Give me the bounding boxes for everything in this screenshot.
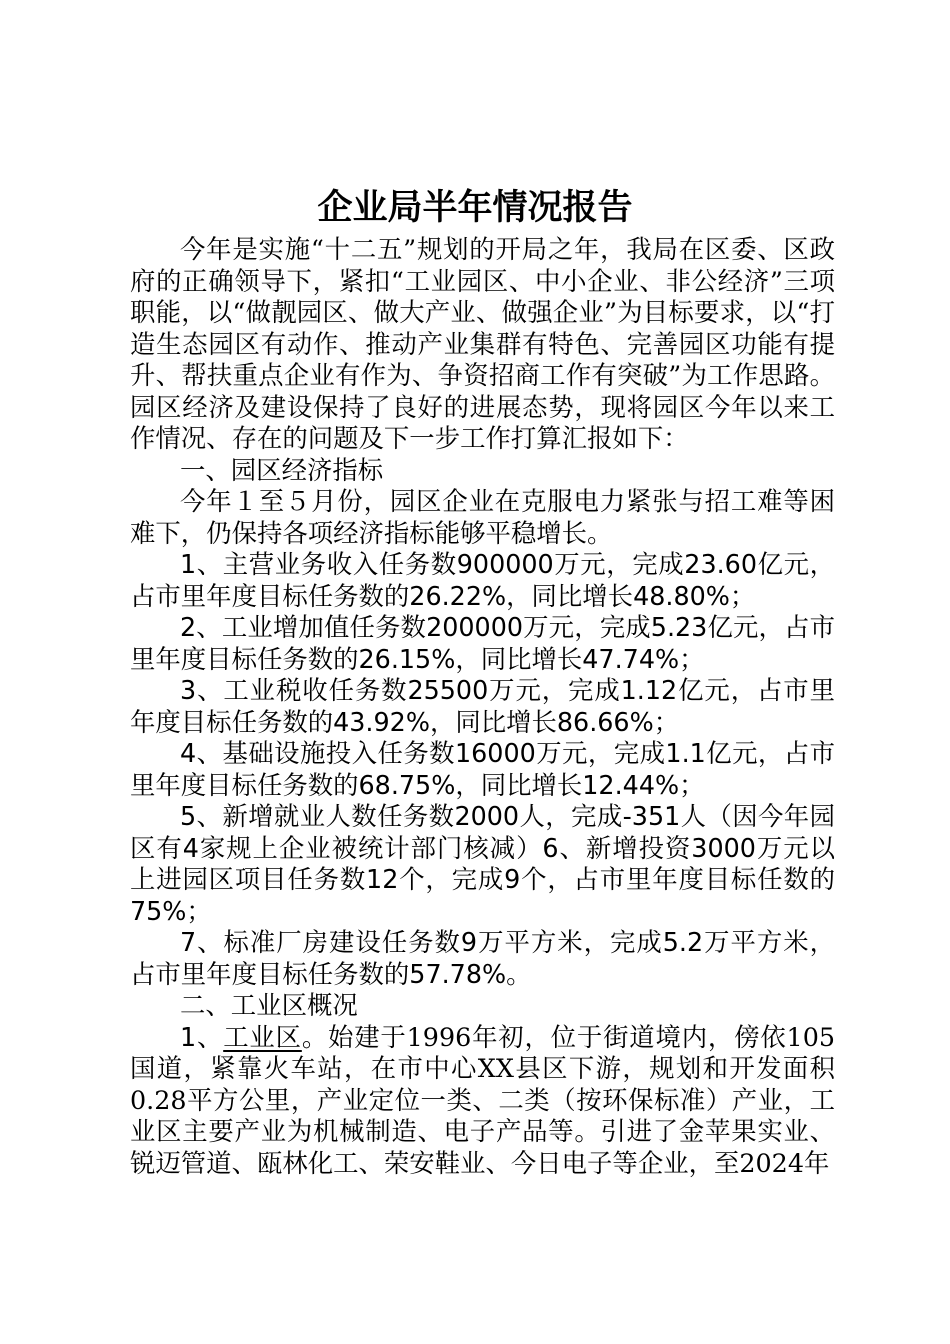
indicator-item: 1、主营业务收入任务数900000万元，完成23.60亿元，占市里年度目标任务数的26.22%，同比增长48.80%； xyxy=(130,549,835,611)
indicator-item: 4、基础设施投入任务数16000万元，完成1.1亿元，占市里年度目标任务数的68.75%，同比增长12.44%； xyxy=(130,738,835,800)
indicator-item: 5、新增就业人数任务数2000人，完成-351人（因今年园区有4家规上企业被统计部门核减）6、新增投资3000万元以上进园区项目任务数12个，完成9个，占市里年度目标任数的75%； xyxy=(130,801,835,926)
indicator-item: 3、工业税收任务数25500万元，完成1.12亿元，占市里年度目标任务数的43.92%，同比增长86.66%； xyxy=(130,675,835,737)
document-body xyxy=(130,234,835,1179)
section-1-heading: 一、园区经济指标 xyxy=(180,454,384,485)
indicator-item: 7、标准厂房建设任务数9万平方米，完成5.2万平方米，占市里年度目标任务数的57.78%。 xyxy=(130,927,835,989)
section-2-heading: 二、工业区概况 xyxy=(180,990,358,1020)
intro-paragraph: 今年是实施“十二五”规划的开局之年，我局在区委、区政府的正确领导下，紧扣“工业园区、中小企业、非公经济”三项职能，以“做靓园区、做大产业、做强企业”为目标要求，以“打造生态园区有动作、推动产业集群有特色、完善园区功能有提升、帮扶重点企业有作为、争资招商工作有突破”为工作思路。园区经济及建设保持了良好的进展态势，现将园区今年以来工作情况、存在的问题及下一步工作打算汇报如下： xyxy=(130,234,835,453)
item-text: 。始建于1996年初，位于街道境内，傍依105国道，紧靠火车站，在市中心XX县区下游，规划和开发面积0.28平方公里，产业定位一类、二类（按环保标准）产业，工业区主要产业为机械制造、电子产品等。引进了金苹果实业、锐迈管道、瓯林化工、荣安鞋业、今日电子等企业，至2024年 xyxy=(130,1021,836,1178)
section-2-item xyxy=(130,1022,835,1180)
industrial-zone-name: 工业区 xyxy=(223,1021,302,1052)
document-title: 企业局半年情况报告 xyxy=(317,187,633,228)
indicator-item: 2、工业增加值任务数200000万元，完成5.23亿元，占市里年度目标任务数的26.15%，同比增长47.74%； xyxy=(130,612,835,674)
section-1-lead: 今年１至５月份，园区企业在克服电力紧张与招工难等困难下，仍保持各项经济指标能够平稳增长。 xyxy=(130,486,835,548)
item-prefix: 1、 xyxy=(180,1021,224,1052)
